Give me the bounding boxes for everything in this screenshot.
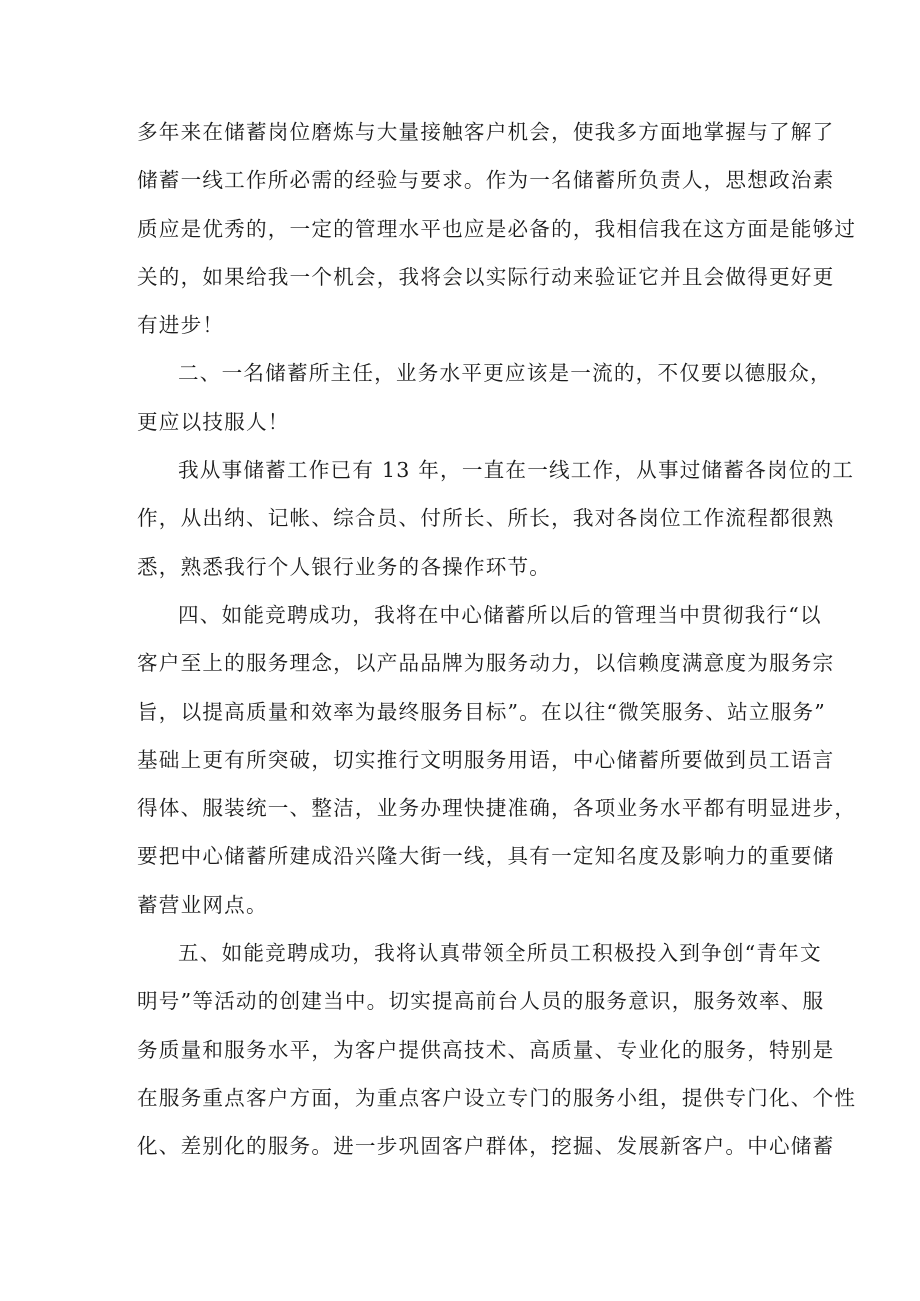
text-line: 质应是优秀的，一定的管理水平也应是必备的，我相信我在这方面是能够过 (137, 216, 857, 241)
text-line: 有进步！ (137, 313, 225, 338)
text-line: 作，从出纳、记帐、综合员、付所长、所长，我对各岗位工作流程都很熟 (137, 506, 835, 531)
text-line: 蓄营业网点。 (137, 892, 268, 917)
text-line: 旨，以提高质量和效率为最终服务目标”。在以往“微笑服务、站立服务” (137, 699, 826, 724)
text-line: 要把中心储蓄所建成沿兴隆大街一线，具有一定知名度及影响力的重要储 (137, 844, 835, 869)
text-line: 储蓄一线工作所必需的经验与要求。作为一名储蓄所负责人，思想政治素 (137, 168, 835, 193)
text-line: 务质量和服务水平，为客户提供高技术、高质量、专业化的服务，特别是 (137, 1037, 835, 1062)
paragraph-start-line: 四、如能竞聘成功，我将在中心储蓄所以后的管理当中贯彻我行“以 (178, 602, 822, 627)
text-line: 关的，如果给我一个机会，我将会以实际行动来验证它并且会做得更好更 (137, 264, 835, 289)
text-line: 基础上更有所突破，切实推行文明服务用语，中心储蓄所要做到员工语言 (137, 747, 835, 772)
paragraph-start-line: 五、如能竞聘成功，我将认真带领全所员工积极投入到争创“青年文 (178, 941, 822, 966)
text-line: 在服务重点客户方面，为重点客户设立专门的服务小组，提供专门化、个性 (137, 1085, 857, 1110)
text-line: 客户至上的服务理念，以产品品牌为服务动力，以信赖度满意度为服务宗 (137, 651, 835, 676)
text-line: 悉，熟悉我行个人银行业务的各操作环节。 (137, 554, 552, 579)
paragraph-start-line: 二、一名储蓄所主任，业务水平更应该是一流的，不仅要以德服众， (178, 361, 832, 386)
text-line: 化、差别化的服务。进一步巩固客户群体，挖掘、发展新客户。中心储蓄 (137, 1134, 835, 1159)
document-body (137, 108, 857, 1171)
text-line: 明号”等活动的创建当中。切实提高前台人员的服务意识，服务效率、服 (137, 989, 825, 1014)
text-line: 得体、服装统一、整洁，业务办理快捷准确，各项业务水平都有明显进步， (137, 796, 857, 821)
text-line: 更应以技服人！ (137, 409, 290, 434)
text-line: 多年来在储蓄岗位磨炼与大量接触客户机会，使我多方面地掌握与了解了 (137, 120, 835, 144)
paragraph-start-line: 我从事储蓄工作已有 13 年，一直在一线工作，从事过储蓄各岗位的工 (178, 458, 855, 483)
